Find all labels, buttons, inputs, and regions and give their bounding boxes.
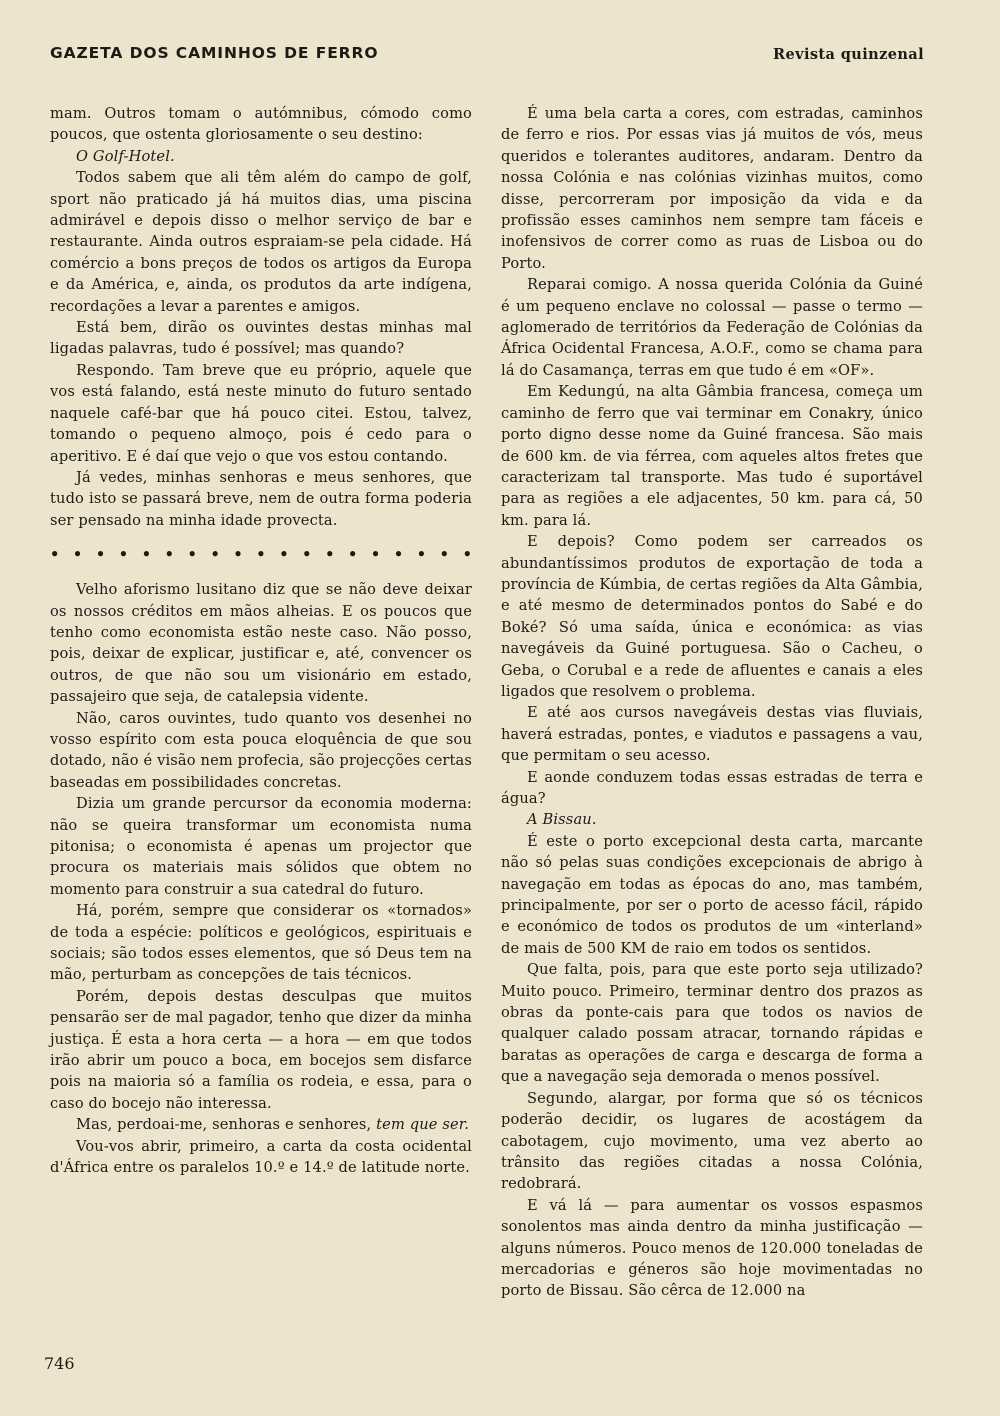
separator-dot: • [393,546,404,564]
separator-dot: • [233,546,243,564]
separator-dot: • [210,546,220,564]
right-column [501,103,923,1302]
paragraph: E depois? Como podem ser carreados os abundantíssimos produtos de exportação de toda a província de Kúmbia, de certas regiões da Alta Gâmbia, e até mesmo de determinados pontos do Sabé e do Boké? Só uma saída, única e económica: as vias navegáveis da Guiné portuguesa. São o Cacheu, o Geba, o Corubal e a rede de afluentes e canais a eles ligados que resolvem o problema. [501,533,923,700]
paragraph: Em Kedungú, na alta Gâmbia francesa, começa um caminho de ferro que vai terminar em Conakry, único porto digno desse nome da Guiné francesa. São mais de 600 km. de via férrea, com aqueles altos fretes que caracterizam tal transporte. Mas tudo é suportável para as regiões a ele adjacentes, 50 km. para cá, 50 km. para lá. [501,383,923,529]
separator-dot: • [416,546,427,564]
paragraph: E até aos cursos navegáveis destas vias fluviais, haverá estradas, pontes, e viadutos e passagens a vau, que permitam o seu acesso. [501,704,923,765]
paragraph: Que falta, pois, para que este porto seja utilizado? Muito pouco. Primeiro, terminar dentro dos prazos as obras da ponte-cais para que todos os navios de qualquer calado possam atracar, tornando rápidas e baratas as operações de carga e descarga de forma a que a navegação seja demorada o menos possível. [501,961,923,1086]
separator-dot: • [164,546,174,564]
paragraph: Dizia um grande percursor da economia moderna: não se queira transformar um economista numa pitonisa; o economista é apenas um projector que procura os materiais mais sólidos que obtem no momento para construir a sua catedral do futuro. [50,795,472,898]
separator-dot: • [347,546,358,564]
separator-dot: • [439,546,449,564]
paragraph: É uma bela carta a cores, com estradas, caminhos de ferro e rios. Por essas vias já muitos de vós, meus queridos e tolerantes auditores, andaram. Dentro da nossa Colónia e nas colónias vizinhas muitos, como disse, percorreram por imposição da vida e da profissão esses caminhos nem sempre tam fáceis e inofensivos de correr como as ruas de Lisboa ou do Porto. [501,105,923,272]
separator-dot: • [50,546,60,564]
paragraph: Segundo, alargar, por forma que só os técnicos poderão decidir, os lugares de acostágem da cabotagem, cujo movimento, uma vez aberto ao trânsito das regiões citadas a nossa Colónia, redobrará. [501,1089,923,1193]
paragraph [50,1114,472,1135]
section-separator [50,544,472,566]
paragraph: Porém, depois destas desculpas que muitos pensarão ser de mal pagador, tenho que dizer da minha justiça. É esta a hora certa — a hora — em que todos irão abrir um pouco a boca, em bocejos sem disfarce pois na maioria só a família os rodeia, e essa, para o caso do bocejo não interessa. [50,987,472,1112]
separator-dot: • [141,546,152,564]
separator-dot: • [279,546,289,564]
separator-dot: • [256,546,266,564]
page-number: 746 [44,1354,75,1373]
paragraph: Respondo. Tam breve que eu próprio, aquele que vos está falando, está neste minuto do futuro sentado naquele café-bar que há pouco citei. Estou, talvez, tomando o pequeno almoço, pois é cedo para o aperitivo. E é daí que vejo o que vos estou contando. [50,361,472,465]
paragraph-text: Mas, perdoai-me, senhoras e senhores, [76,1116,377,1134]
paragraph: Há, porém, sempre que considerar os «tornados» de toda a espécie: políticos e geológicos, espirituais e sociais; são todos esses elementos, que só Deus tem na mão, perturbam as concepções de tais técnicos. [50,902,472,984]
italic-line: O Golf-Hotel. [76,147,175,165]
paragraph: E vá lá — para aumentar os vossos espasmos sonolentos mas ainda dentro da minha justificação — alguns números. Pouco menos de 120.000 toneladas de mercadorias e géneros são hoje movimentadas no porto de Bissau. São cêrca de 12.000 na [501,1196,923,1300]
running-header [50,44,924,68]
paragraph: É este o porto excepcional desta carta, marcante não só pelas suas condições excepcionais de abrigo à navegação em todas as épocas do ano, mas também, principalmente, por ser o porto de acesso fácil, rápido e económico de todos os produtos de um «interland» de mais de 500 KM de raio em todos os sentidos. [501,832,923,957]
paragraph: Não, caros ouvintes, tudo quanto vos desenhei no vosso espírito com esta pouca eloquência de que sou dotado, não é visão nem profecia, são projecções certas baseadas em possibilidades concretas. [50,709,472,791]
paragraph: Todos sabem que ali têm além do campo de golf, sport não praticado já há muitos dias, uma piscina admirável e depois disso o melhor serviço de bar e restaurante. Ainda outros espraiam-se pela cidade. Há comércio a bons preços de todos os artigos da Europa e da América, e, ainda, os produtos da arte indígena, recordações a levar a parentes e amigos. [50,169,472,315]
paragraph: Velho aforismo lusitano diz que se não deve deixar os nossos créditos em mãos alheias. E os poucos que tenho como economista estão neste caso. Não posso, pois, deixar de explicar, justificar e, até, convencer os outros, de que não sou um visionário em estado, passajeiro que seja, de catalepsia vidente. [50,581,472,706]
separator-dot: • [370,546,381,564]
paragraph: Vou-vos abrir, primeiro, a carta da costa ocidental d'África entre os paralelos 10.º e 14.º de latitude norte. [50,1137,472,1177]
italic-phrase: tem que ser. [376,1116,470,1134]
left-column [50,103,472,1179]
paragraph: E aonde conduzem todas essas estradas de terra e água? [501,768,923,807]
journal-title: GAZETA DOS CAMINHOS DE FERRO [50,44,379,62]
paragraph: mam. Outros tomam o autómnibus, cómodo como poucos, que ostenta gloriosamente o seu destino: [50,105,472,144]
separator-dot: • [302,546,312,564]
separator-dot: • [95,546,106,564]
journal-frequency: Revista quinzenal [773,46,924,63]
paragraph: Reparai comigo. A nossa querida Colónia da Guiné é um pequeno enclave no colossal — passe o termo — aglomerado de territórios da Federação de Colónias da África Ocidental Francesa, A.O.F., como se chama para lá do Casamança, terras em que tudo é em «OF». [501,276,923,379]
separator-dot: • [72,546,83,564]
separator-dot: • [118,546,129,564]
separator-dot: • [462,546,472,564]
separator-dot: • [325,546,335,564]
italic-line: A Bissau. [527,811,597,829]
paragraph: Já vedes, minhas senhoras e meus senhores, que tudo isto se passará breve, nem de outra forma poderia ser pensado na minha idade provecta. [50,468,472,529]
separator-dot: • [187,546,197,564]
paragraph: Está bem, dirão os ouvintes destas minhas mal ligadas palavras, tudo é possível; mas quando? [50,319,472,358]
